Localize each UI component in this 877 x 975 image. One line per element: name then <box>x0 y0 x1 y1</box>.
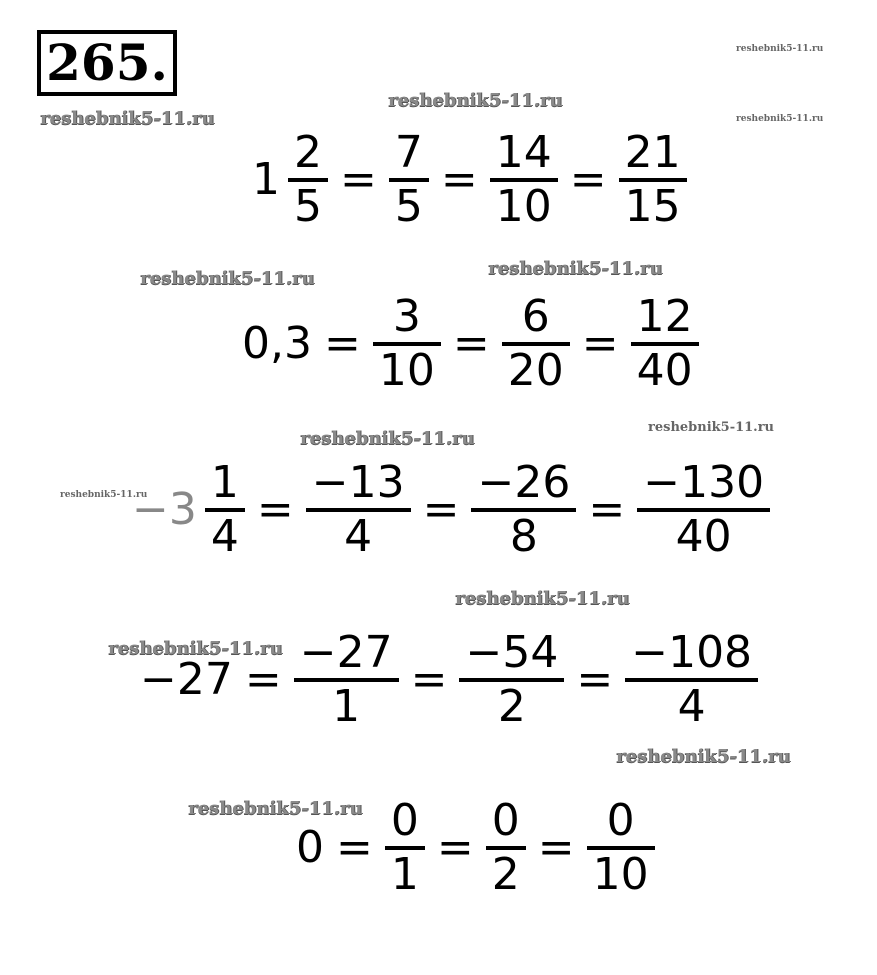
watermark: reshebnik5-11.ru <box>736 114 824 124</box>
problem-number-box <box>37 30 177 96</box>
watermark: reshebnik5-11.ru <box>108 638 283 659</box>
fraction <box>288 128 328 232</box>
equals-sign: = <box>323 318 361 369</box>
denominator: 8 <box>509 511 538 562</box>
watermark: reshebnik5-11.ru <box>488 258 663 279</box>
left-hand-side: 0,3 <box>242 318 312 369</box>
numerator: −108 <box>631 627 753 678</box>
numerator: 2 <box>294 127 322 178</box>
denominator: 15 <box>624 181 681 232</box>
equals-sign: = <box>436 822 474 873</box>
numerator: 14 <box>495 127 552 178</box>
denominator: 4 <box>344 511 373 562</box>
fraction <box>486 796 526 900</box>
equation-4 <box>134 628 764 732</box>
numerator: 3 <box>392 291 421 342</box>
equals-sign: = <box>581 318 619 369</box>
fraction <box>294 628 399 732</box>
equation-5 <box>290 796 661 900</box>
watermark: reshebnik5-11.ru <box>300 428 475 449</box>
equals-sign: = <box>576 654 614 705</box>
whole-part: 1 <box>252 154 280 205</box>
whole-part: −3 <box>132 484 197 535</box>
fraction <box>631 292 699 396</box>
denominator: 2 <box>491 849 520 900</box>
numerator: 7 <box>394 127 423 178</box>
equals-sign: = <box>336 822 373 873</box>
denominator: 4 <box>210 511 239 562</box>
fraction <box>306 458 411 562</box>
denominator: 20 <box>507 345 564 396</box>
equals-sign: = <box>569 154 607 205</box>
fraction <box>471 458 576 562</box>
denominator: 5 <box>294 181 322 232</box>
numerator: −13 <box>311 457 405 508</box>
fraction <box>385 796 425 900</box>
fraction <box>490 128 558 232</box>
left-hand-side: −27 <box>140 654 233 705</box>
numerator: 0 <box>491 795 520 846</box>
denominator: 40 <box>636 345 693 396</box>
denominator: 1 <box>332 681 361 732</box>
watermark: reshebnik5-11.ru <box>616 746 791 767</box>
numerator: −26 <box>477 457 571 508</box>
numerator: 12 <box>636 291 693 342</box>
equals-sign: = <box>256 484 294 535</box>
denominator: 10 <box>378 345 435 396</box>
numerator: 0 <box>606 795 635 846</box>
numerator: −27 <box>299 627 393 678</box>
fraction <box>502 292 570 396</box>
equals-sign: = <box>537 822 575 873</box>
watermark: reshebnik5-11.ru <box>736 44 824 54</box>
numerator: 6 <box>521 291 550 342</box>
equation-3 <box>132 458 776 562</box>
watermark: reshebnik5-11.ru <box>455 588 630 609</box>
equation-1 <box>252 128 693 232</box>
watermark: reshebnik5-11.ru <box>388 90 563 111</box>
equals-sign: = <box>244 654 282 705</box>
numerator: 1 <box>210 457 239 508</box>
denominator: 10 <box>592 849 649 900</box>
left-hand-side: 0 <box>296 822 324 873</box>
watermark: reshebnik5-11.ru <box>188 798 363 819</box>
denominator: 10 <box>495 181 552 232</box>
equals-sign: = <box>340 154 377 205</box>
watermark: reshebnik5-11.ru <box>40 108 215 129</box>
numerator: −54 <box>465 627 559 678</box>
watermark: reshebnik5-11.ru <box>648 420 775 435</box>
denominator: 2 <box>497 681 526 732</box>
fraction <box>389 128 429 232</box>
denominator: 4 <box>677 681 706 732</box>
equals-sign: = <box>422 484 460 535</box>
denominator: 40 <box>675 511 732 562</box>
fraction <box>587 796 655 900</box>
numerator: 21 <box>624 127 681 178</box>
denominator: 5 <box>394 181 423 232</box>
equals-sign: = <box>452 318 490 369</box>
equals-sign: = <box>440 154 478 205</box>
fraction <box>637 458 770 562</box>
numerator: −130 <box>643 457 765 508</box>
fraction <box>373 292 441 396</box>
fraction <box>625 628 758 732</box>
fraction <box>459 628 564 732</box>
watermark: reshebnik5-11.ru <box>60 490 148 500</box>
equals-sign: = <box>410 654 448 705</box>
problem-number: 265. <box>46 33 168 92</box>
equals-sign: = <box>588 484 626 535</box>
fraction <box>205 458 245 562</box>
equation-2 <box>236 292 705 396</box>
fraction <box>619 128 687 232</box>
denominator: 1 <box>390 849 419 900</box>
watermark: reshebnik5-11.ru <box>140 268 315 289</box>
numerator: 0 <box>390 795 419 846</box>
